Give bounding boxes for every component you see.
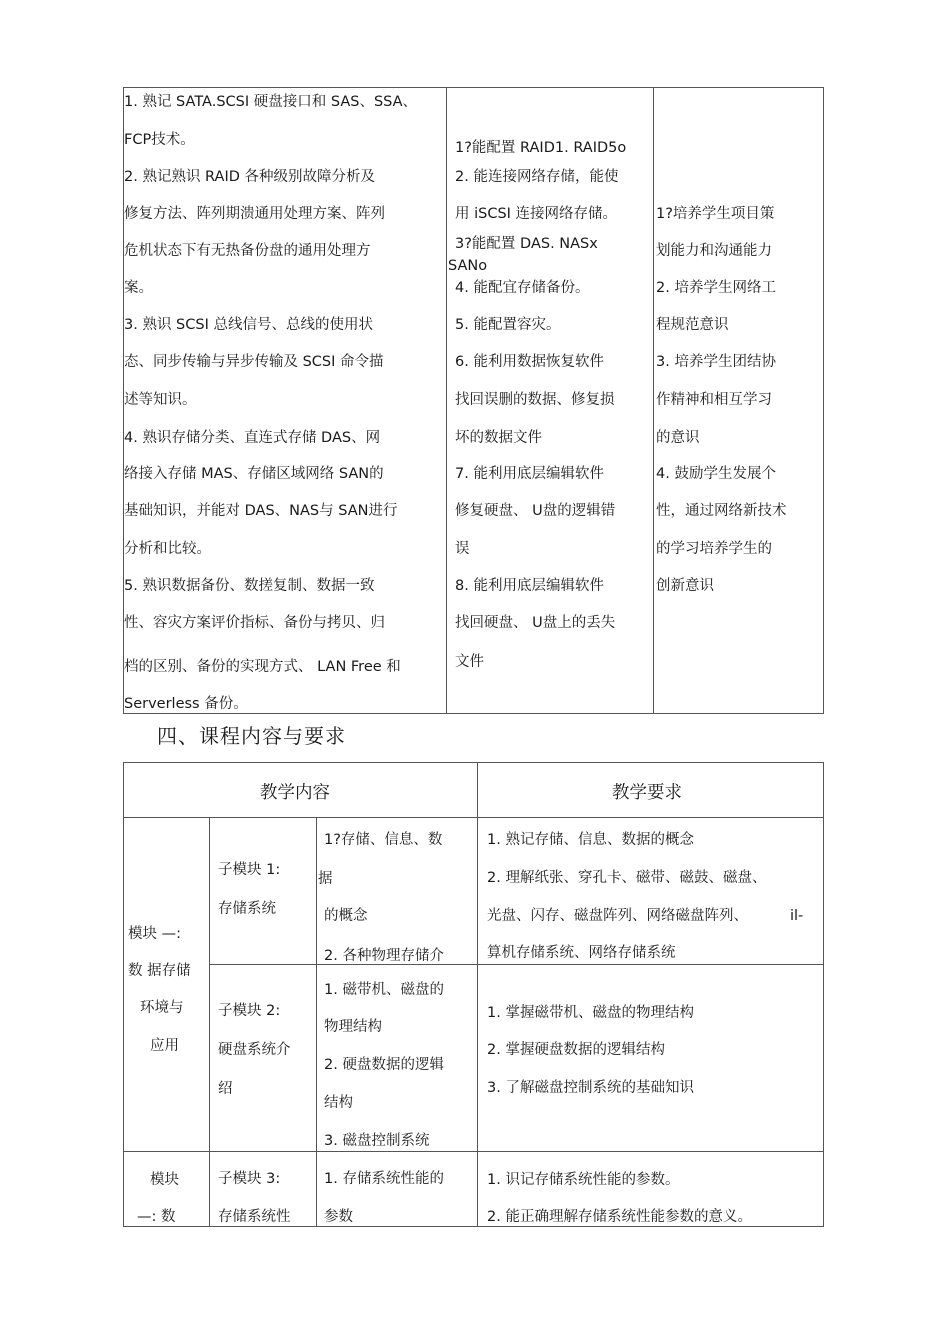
knowledge-line: 分析和比较。 <box>124 541 211 557</box>
header-teaching-content: 教学内容 <box>260 783 330 803</box>
knowledge-line: 态、同步传输与异步传输及 SCSI 命令描 <box>124 354 384 370</box>
submodule1-req: il- <box>790 908 804 924</box>
table-border-left <box>123 762 124 1227</box>
submodule3-topic: 参数 <box>324 1209 353 1225</box>
submodule1-topic: 据 <box>318 871 333 887</box>
quality-line: 1?培养学生项目策 <box>656 206 775 222</box>
knowledge-line: 危机状态下有无热备份盘的通用处理方 <box>124 243 371 259</box>
top-table-divider-1 <box>446 87 447 714</box>
submodule2-name: 硬盘系统介 <box>218 1042 291 1058</box>
submodule-col-divider <box>316 817 317 1227</box>
knowledge-line: 4. 熟识存储分类、直连式存储 DAS、网 <box>124 430 381 446</box>
table-border-right <box>823 762 824 1227</box>
header-row-bottom <box>123 817 824 818</box>
skill-line: 修复硬盘、 U盘的逻辑错 <box>455 503 616 519</box>
module1-label: 环境与 <box>140 1000 184 1016</box>
knowledge-line: 述等知识。 <box>124 392 197 408</box>
knowledge-line: 基础知识，并能对 DAS、NAS与 SAN进行 <box>124 503 398 519</box>
knowledge-line: 案。 <box>124 280 153 296</box>
skill-line: 2. 能连接网络存储，能使 <box>455 169 619 185</box>
skill-line: 找回误删的数据、修复损 <box>455 392 615 408</box>
submodule1-req: 光盘、闪存、磁盘阵列、网络磁盘阵列、 <box>487 908 748 924</box>
header-col-divider <box>477 762 478 1227</box>
section-title: 四、课程内容与要求 <box>157 724 346 748</box>
header-teaching-requirements: 教学要求 <box>612 783 682 803</box>
knowledge-line: 1. 熟记 SATA.SCSI 硬盘接口和 SAS、SSA、 <box>124 94 418 110</box>
knowledge-line: 3. 熟识 SCSI 总线信号、总线的使用状 <box>124 317 373 333</box>
quality-line: 4. 鼓励学生发展个 <box>656 466 776 482</box>
submodule3-name: 子模块 3: <box>218 1171 281 1187</box>
submodule2-name: 绍 <box>218 1081 233 1097</box>
top-table-border-bottom <box>123 713 824 714</box>
skill-line: SANo <box>448 258 488 274</box>
table-border-bottom <box>123 1226 824 1227</box>
knowledge-line: 2. 熟记熟识 RAID 各种级别故障分析及 <box>124 169 376 185</box>
knowledge-line: 性、容灾方案评价指标、备份与拷贝、归 <box>124 615 385 631</box>
knowledge-line: 档的区别、备份的实现方式、 LAN Free 和 <box>124 659 401 675</box>
submodule1-name: 子模块 1: <box>218 862 281 878</box>
skill-line: 1?能配置 RAID1. RAID5o <box>455 140 627 156</box>
submodule2-topic: 结构 <box>324 1095 353 1111</box>
quality-line: 3. 培养学生团结协 <box>656 354 776 370</box>
submodule2-req: 1. 掌握磁带机、磁盘的物理结构 <box>487 1005 694 1021</box>
skill-line: 7. 能利用底层编辑软件 <box>455 466 604 482</box>
quality-line: 的意识 <box>656 430 700 446</box>
skill-line: 6. 能利用数据恢复软件 <box>455 354 604 370</box>
top-table-border-right <box>823 87 824 714</box>
skill-line: 用 iSCSI 连接网络存储。 <box>455 206 618 222</box>
module2-label: —: 数 <box>137 1209 176 1225</box>
knowledge-line: 5. 熟识数据备份、数搓复制、数据一致 <box>124 578 375 594</box>
submodule2-topic: 2. 硬盘数据的逻辑 <box>324 1057 444 1073</box>
knowledge-line: FCP技术。 <box>124 132 195 148</box>
quality-line: 程规范意识 <box>656 317 729 333</box>
submodule2-topic: 1. 磁带机、磁盘的 <box>324 982 444 998</box>
top-table-border-top <box>123 87 824 88</box>
skill-line: 找回硬盘、 U盘上的丢失 <box>455 615 616 631</box>
submodule3-req: 1. 识记存储系统性能的参数。 <box>487 1172 680 1188</box>
submodule3-name: 存储系统性 <box>218 1209 291 1225</box>
submodule1-topic: 的概念 <box>324 908 368 924</box>
submodule3-topic: 1. 存储系统性能的 <box>324 1171 444 1187</box>
skill-line: 4. 能配宜存储备份。 <box>455 280 590 296</box>
module2-label: 模块 <box>150 1172 179 1188</box>
submodule1-req: 2. 理解纸张、穿孔卡、磁带、磁鼓、磁盘、 <box>487 870 767 886</box>
knowledge-line: Serverless 备份。 <box>124 696 248 712</box>
top-table-divider-2 <box>653 87 654 714</box>
table-border-top <box>123 762 824 763</box>
submodule1-topic: 2. 各种物理存储介 <box>324 948 444 964</box>
submodule1-req: 1. 熟记存储、信息、数据的概念 <box>487 832 694 848</box>
submodule2-req: 3. 了解磁盘控制系统的基础知识 <box>487 1080 694 1096</box>
submodule2-topic: 物理结构 <box>324 1019 382 1035</box>
knowledge-line: 络接入存储 MAS、存储区域网络 SAN的 <box>124 466 384 482</box>
module1-label: 应用 <box>150 1038 179 1054</box>
submodule2-req: 2. 掌握硬盘数据的逻辑结构 <box>487 1042 665 1058</box>
quality-line: 作精神和相互学习 <box>656 392 772 408</box>
skill-line: 误 <box>455 541 470 557</box>
submodule1-req: 算机存储系统、网络存储系统 <box>487 945 676 961</box>
quality-line: 创新意识 <box>656 578 714 594</box>
submodule1-name: 存储系统 <box>218 901 276 917</box>
module1-label: 数 据存储 <box>128 963 191 979</box>
sub1-row-bottom <box>209 964 824 965</box>
skill-line: 文件 <box>455 654 484 670</box>
quality-line: 的学习培养学生的 <box>656 541 772 557</box>
module1-row-bottom <box>123 1151 824 1152</box>
skill-line: 坏的数据文件 <box>455 430 542 446</box>
skill-line: 5. 能配置容灾。 <box>455 317 561 333</box>
submodule2-name: 子模块 2: <box>218 1003 281 1019</box>
quality-line: 2. 培养学生网络工 <box>656 280 776 296</box>
knowledge-line: 修复方法、阵列期溃通用处理方案、阵列 <box>124 206 385 222</box>
quality-line: 性，通过网络新技术 <box>656 503 787 519</box>
module-col-divider <box>209 817 210 1227</box>
submodule3-req: 2. 能正确理解存储系统性能参数的意义。 <box>487 1209 752 1225</box>
submodule1-topic: 1?存储、信息、数 <box>324 832 443 848</box>
module1-label: 模块 —: <box>128 926 181 942</box>
submodule2-topic: 3. 磁盘控制系统 <box>324 1133 430 1149</box>
skill-line: 3?能配置 DAS. NASx <box>455 236 598 252</box>
quality-line: 划能力和沟通能力 <box>656 243 772 259</box>
skill-line: 8. 能利用底层编辑软件 <box>455 578 604 594</box>
